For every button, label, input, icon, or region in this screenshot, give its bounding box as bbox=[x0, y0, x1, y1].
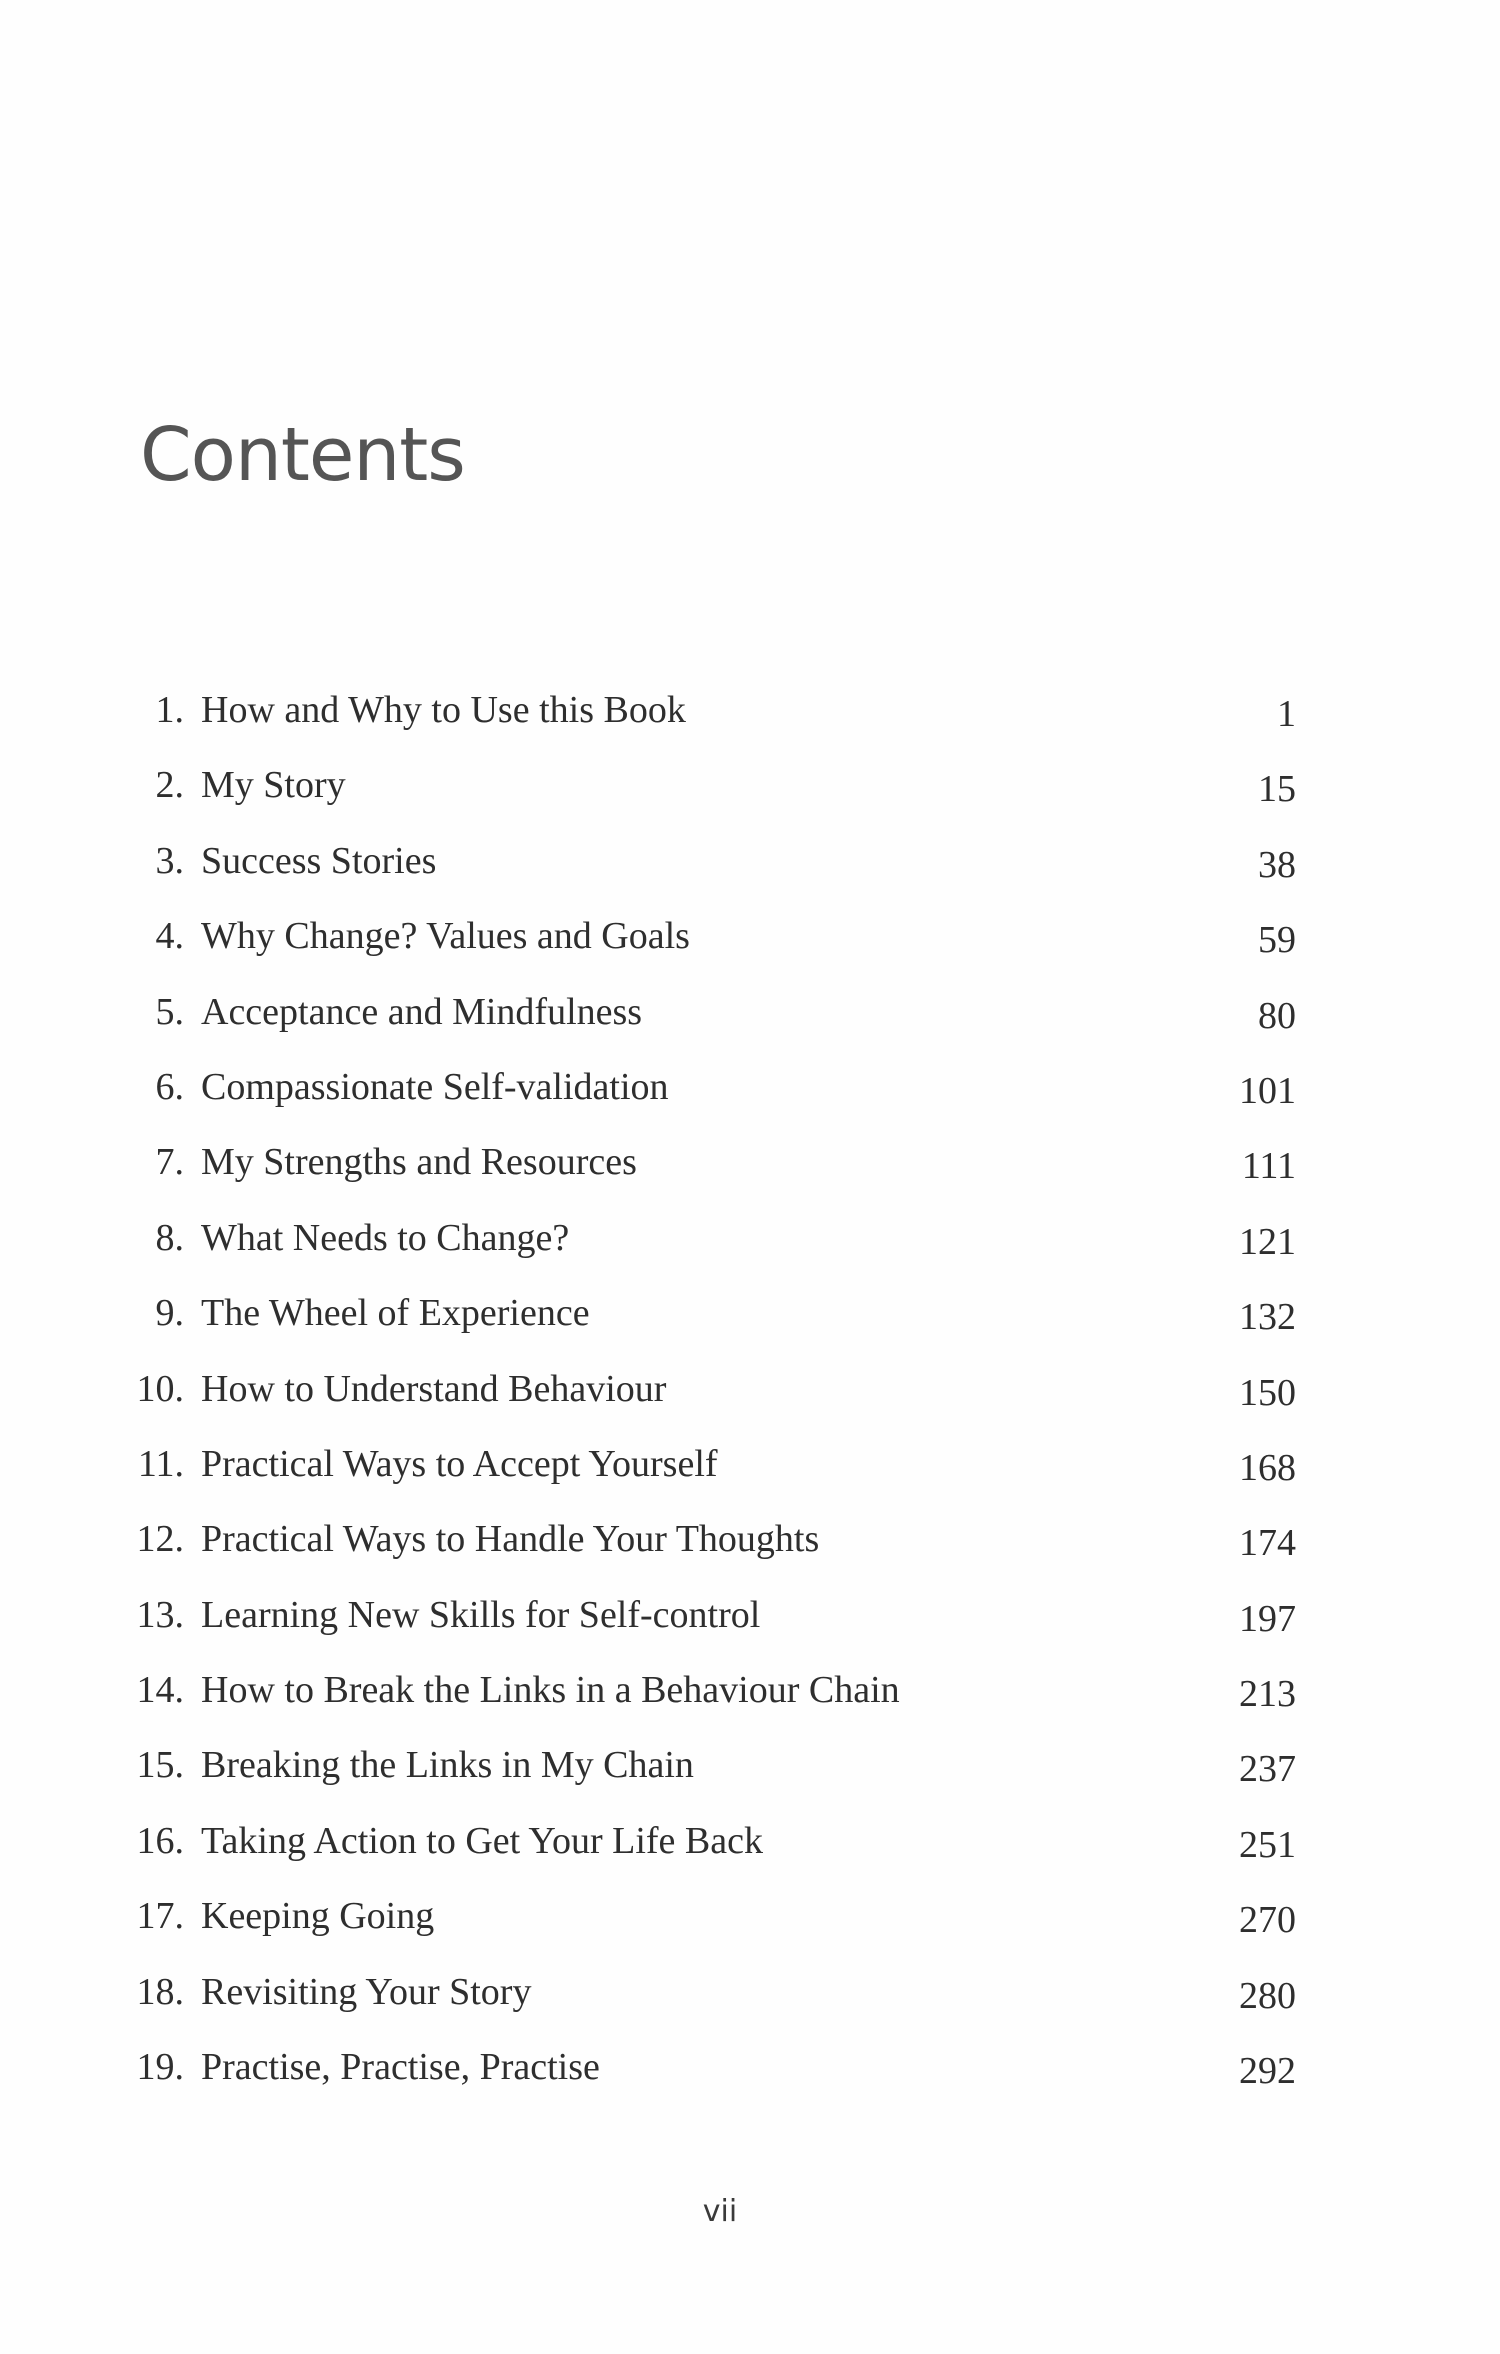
toc-entry bbox=[0, 1962, 1500, 2037]
toc-entry bbox=[0, 1735, 1500, 1810]
page-number: 292 bbox=[1239, 2050, 1296, 2093]
chapter-number: 19. bbox=[136, 2046, 184, 2089]
chapter-title: Compassionate Self-validation bbox=[201, 1065, 669, 1108]
chapter-title: Practise, Practise, Practise bbox=[201, 2046, 600, 2089]
chapter-title: Acceptance and Mindfulness bbox=[201, 990, 643, 1033]
chapter-title: How to Break the Links in a Behaviour Chain bbox=[201, 1669, 900, 1712]
toc-entry bbox=[0, 1434, 1500, 1509]
chapter-title: Keeping Going bbox=[201, 1895, 435, 1938]
page-number: 121 bbox=[1239, 1220, 1296, 1263]
toc-entry bbox=[0, 831, 1500, 906]
chapter-number: 1. bbox=[155, 689, 184, 731]
chapter-title: What Needs to Change? bbox=[201, 1216, 570, 1259]
toc-entry bbox=[0, 1359, 1500, 1434]
chapter-title: Breaking the Links in My Chain bbox=[201, 1744, 694, 1787]
chapter-title: Why Change? Values and Goals bbox=[201, 915, 690, 958]
page-number: 174 bbox=[1239, 1522, 1296, 1565]
toc-entry bbox=[0, 755, 1500, 830]
chapter-number: 2. bbox=[155, 764, 184, 807]
page-number: 15 bbox=[1258, 768, 1296, 811]
page-number: 251 bbox=[1239, 1823, 1296, 1866]
chapter-title: Learning New Skills for Self-control bbox=[201, 1593, 761, 1636]
chapter-number: 17. bbox=[136, 1895, 184, 1938]
page-number: 38 bbox=[1258, 843, 1296, 886]
toc-entry bbox=[0, 1283, 1500, 1358]
chapter-number: 8. bbox=[155, 1216, 184, 1259]
page-number: 80 bbox=[1258, 994, 1296, 1037]
page-number: 168 bbox=[1239, 1446, 1296, 1489]
page-number: 270 bbox=[1239, 1899, 1296, 1942]
chapter-title: My Story bbox=[201, 764, 346, 807]
page-number: 59 bbox=[1258, 919, 1296, 962]
chapter-number: 12. bbox=[136, 1518, 184, 1561]
page-number: 111 bbox=[1241, 1145, 1296, 1188]
chapter-title: How to Understand Behaviour bbox=[201, 1367, 667, 1410]
chapter-number: 13. bbox=[136, 1593, 184, 1636]
page-number: 101 bbox=[1239, 1069, 1296, 1112]
chapter-number: 7. bbox=[155, 1141, 184, 1184]
page-folio: vii bbox=[702, 2194, 738, 2229]
page-number: 150 bbox=[1239, 1371, 1296, 1414]
toc-entry bbox=[0, 680, 1500, 755]
page-number: 132 bbox=[1239, 1296, 1296, 1339]
toc-entry bbox=[0, 1057, 1500, 1132]
chapter-number: 14. bbox=[136, 1669, 184, 1712]
page-number: 237 bbox=[1239, 1748, 1296, 1791]
toc-entry bbox=[0, 1509, 1500, 1584]
page-number: 280 bbox=[1239, 1974, 1296, 2017]
toc-entry bbox=[0, 982, 1500, 1057]
chapter-title: Practical Ways to Accept Yourself bbox=[201, 1442, 718, 1485]
chapter-title: My Strengths and Resources bbox=[201, 1141, 637, 1184]
chapter-number: 4. bbox=[155, 915, 184, 958]
toc-entry bbox=[0, 1208, 1500, 1283]
chapter-title: How and Why to Use this Book bbox=[201, 689, 686, 731]
toc-entry bbox=[0, 1585, 1500, 1660]
chapter-number: 9. bbox=[155, 1292, 184, 1335]
toc-entry bbox=[0, 1886, 1500, 1961]
chapter-number: 11. bbox=[137, 1442, 184, 1485]
chapter-number: 10. bbox=[136, 1367, 184, 1410]
page-number: 213 bbox=[1239, 1673, 1296, 1716]
page-number: 197 bbox=[1239, 1597, 1296, 1640]
chapter-title: Success Stories bbox=[201, 839, 437, 882]
chapter-number: 6. bbox=[155, 1065, 184, 1108]
chapter-title: Taking Action to Get Your Life Back bbox=[201, 1819, 763, 1862]
toc-entry bbox=[0, 1660, 1500, 1735]
chapter-title: Practical Ways to Handle Your Thoughts bbox=[201, 1518, 820, 1561]
toc-entry bbox=[0, 2037, 1500, 2112]
chapter-title: The Wheel of Experience bbox=[201, 1292, 590, 1335]
table-of-contents bbox=[0, 680, 1500, 2112]
chapter-number: 3. bbox=[155, 839, 184, 882]
toc-entry bbox=[0, 906, 1500, 981]
chapter-number: 5. bbox=[155, 990, 184, 1033]
page-number: 1 bbox=[1277, 693, 1296, 735]
chapter-title: Revisiting Your Story bbox=[201, 1970, 532, 2013]
toc-entry bbox=[0, 1132, 1500, 1207]
page-title: Contents bbox=[140, 412, 465, 498]
chapter-number: 16. bbox=[136, 1819, 184, 1862]
toc-entry bbox=[0, 1811, 1500, 1886]
chapter-number: 15. bbox=[136, 1744, 184, 1787]
chapter-number: 18. bbox=[136, 1970, 184, 2013]
